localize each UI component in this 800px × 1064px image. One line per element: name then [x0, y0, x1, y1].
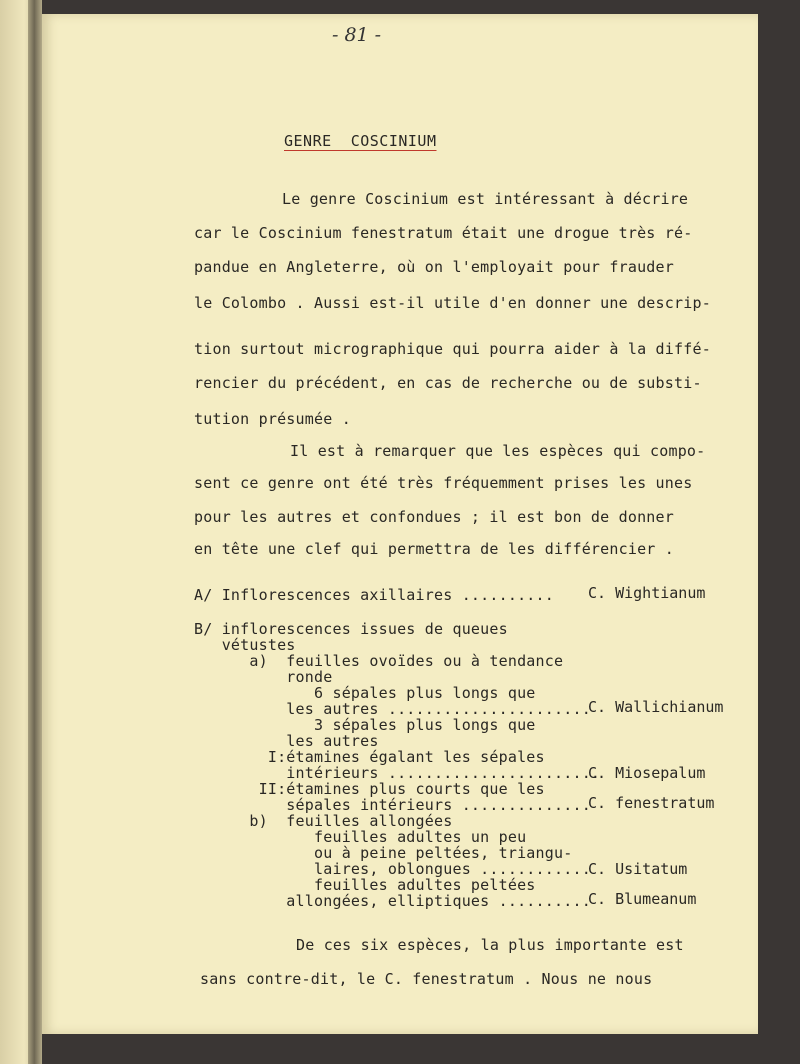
key-b-line-18: allongées, elliptiques .......... — [194, 892, 591, 910]
intro-line-3: pandue en Angleterre, où on l'employait pour frauder — [194, 258, 674, 276]
species-blumeanum: C. Blumeanum — [588, 890, 697, 908]
key-b-line-7: 3 sépales plus longs que — [194, 716, 536, 734]
intro-line-2-text: car le Coscinium fenestratum était une drogue très ré- — [194, 224, 693, 242]
species-usitatum: C. Usitatum — [588, 860, 688, 878]
key-b-line-6: les autres ...................... — [194, 700, 591, 718]
section-title: GENRE COSCINIUM — [284, 132, 437, 150]
species-miosepalum: C. Miosepalum — [588, 764, 706, 782]
key-b-line-1: B/ inflorescences issues de queues — [194, 620, 508, 638]
key-b-line-9: I:étamines égalant les sépales — [194, 748, 545, 766]
key-b-line-2: vétustes — [194, 636, 296, 654]
key-b-line-10: intérieurs ....................... — [194, 764, 601, 782]
key-b-line-4: ronde — [194, 668, 333, 686]
second-line-1: Il est à remarquer que les espèces qui compo- — [290, 442, 706, 460]
species-fenestratum: C. fenestratum — [588, 794, 715, 812]
page-number: - 81 - — [332, 24, 382, 46]
key-b-line-13: b) feuilles allongées — [194, 812, 453, 830]
second-line-4: en tête une clef qui permettra de les différencier . — [194, 540, 674, 558]
key-b-line-8: les autres — [194, 732, 379, 750]
key-b-line-11: II:étamines plus courts que les — [194, 780, 545, 798]
species-wightianum: C. Wightianum — [588, 584, 706, 602]
key-b-line-5: 6 sépales plus longs que — [194, 684, 536, 702]
intro-line-4: le Colombo . Aussi est-il utile d'en donner une descrip- — [194, 294, 711, 312]
book-binding — [28, 0, 42, 1064]
underline-c-fenestratum — [388, 973, 524, 989]
key-b-line-16: laires, oblongues ............ — [194, 860, 591, 878]
intro-line-6: rencier du précédent, en cas de recherche ou de substi- — [194, 374, 702, 392]
key-b-line-14: feuilles adultes un peu — [194, 828, 527, 846]
key-b-line-3: a) feuilles ovoïdes ou à tendance — [194, 652, 564, 670]
key-b-line-12: sépales intérieurs .............. — [194, 796, 591, 814]
closing-line-1: De ces six espèces, la plus importante est — [296, 936, 684, 954]
document-page — [42, 14, 758, 1034]
closing-line-2: sans contre-dit, le C. fenestratum . Nous ne nous — [200, 970, 653, 988]
intro-line-7: tution présumée . — [194, 410, 351, 428]
key-b-line-17: feuilles adultes peltées — [194, 876, 536, 894]
underline-coscinium-fenestratum — [256, 227, 456, 243]
intro-line-1: Le genre Coscinium est intéressant à décrire — [282, 190, 689, 208]
key-a-line: A/ Inflorescences axillaires .......... — [194, 586, 554, 604]
second-line-3: pour les autres et confondues ; il est bon de donner — [194, 508, 674, 526]
species-wallichianum: C. Wallichianum — [588, 698, 724, 716]
key-b-line-15: ou à peine peltées, triangu- — [194, 844, 573, 862]
intro-line-5: tion surtout micrographique qui pourra aider à la diffé- — [194, 340, 711, 358]
second-line-2: sent ce genre ont été très fréquemment prises les unes — [194, 474, 693, 492]
